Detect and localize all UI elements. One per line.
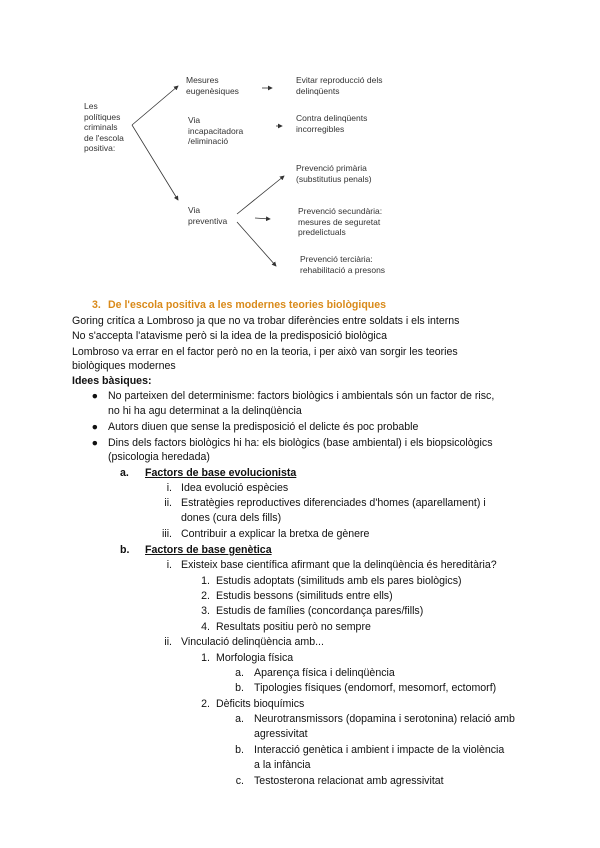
bullet-icon: ●: [91, 421, 98, 433]
morphology-heading: Morfologia física: [216, 652, 294, 664]
list-marker: b.: [235, 682, 244, 694]
biochemical-heading: Dèficits bioquímics: [216, 698, 305, 710]
list-marker: i.: [166, 559, 172, 571]
bullet-biological-l2: (psicologia heredada): [108, 451, 210, 463]
bullet-biological-l1: Dins dels factors biològics hi ha: els biològics (base ambiental) i els biopsicològics: [108, 437, 493, 449]
list-marker: 2.: [201, 698, 210, 710]
diagram-primary-prevention: Prevenció primària (substitutius penals): [296, 163, 372, 184]
diagram-incap-result: Contra delinqüents incorregibles: [296, 113, 368, 134]
diagram-incap-label: Via incapacitadora /eliminació: [188, 115, 244, 146]
list-marker-b: b.: [120, 544, 130, 556]
ideas-heading: Idees bàsiques:: [72, 375, 152, 387]
paragraph-lombroso-cont: biològiques modernes: [72, 360, 176, 372]
list-marker: iii.: [161, 528, 172, 540]
genetic-question: Existeix base científica afirmant que la delinqüència és hereditària?: [181, 559, 497, 571]
biochemical-item-b-l1: Interacció genètica i ambient i impacte de la violència: [254, 744, 505, 756]
study-twins: Estudis bessons (similituds entre ells): [216, 590, 393, 602]
evolution-item-3: Contribuir a explicar la bretxa de gènere: [181, 528, 370, 540]
study-families: Estudis de famílies (concordança pares/fills): [216, 605, 424, 617]
biochemical-item-b-l2: a la infància: [254, 759, 311, 771]
diagram-secondary-prevention: Prevenció secundària: mesures de seguretat predelictuals: [298, 206, 383, 237]
biochemical-item-a-l1: Neurotransmissors (dopamina i serotonina) relació amb: [254, 713, 515, 725]
list-marker: c.: [235, 775, 244, 787]
evolutionary-factors-title: Factors de base evolucionista: [145, 467, 297, 479]
bullet-predisposition: Autors diuen que sense la predisposició el delicte és poc probable: [108, 421, 419, 433]
list-marker: a.: [235, 667, 244, 679]
bullet-determinism-l2: no hi ha agu determinat a la delinqüència: [108, 405, 302, 417]
study-results: Resultats positiu però no sempre: [216, 621, 371, 633]
biochemical-item-a-l2: agressivitat: [254, 728, 308, 740]
bullet-determinism-l1: No parteixen del determinisme: factors biològics i ambientals són un factor de risc,: [108, 390, 495, 402]
paragraph-lombroso: Lombroso va errar en el factor però no en la teoria, i per això van sorgir les teories: [72, 346, 458, 358]
list-marker: 1.: [201, 575, 210, 587]
morphology-item-b: Tipologies físiques (endomorf, mesomorf, ectomorf): [254, 682, 497, 694]
section-number: 3.: [92, 299, 101, 311]
genetic-factors-title: Factors de base genètica: [145, 544, 272, 556]
diagram-eugenic-result: Evitar reproducció dels delinqüents: [296, 75, 383, 96]
list-marker: 1.: [201, 652, 210, 664]
evolution-item-2-l1: Estratègies reproductives diferenciades d'homes (aparellament) i: [181, 497, 486, 509]
list-marker: 4.: [201, 621, 210, 633]
evolution-item-2-l2: dones (cura dels fills): [181, 512, 282, 524]
bullet-icon: ●: [91, 390, 98, 402]
list-marker: 2.: [201, 590, 210, 602]
list-marker-a: a.: [120, 467, 129, 479]
list-marker: ii.: [164, 497, 172, 509]
list-marker: i.: [166, 482, 172, 494]
bullet-icon: ●: [91, 437, 98, 449]
morphology-item-a: Aparença física i delinqüència: [254, 667, 395, 679]
diagram-tertiary-prevention: Prevenció terciària: rehabilitació a presons: [300, 254, 386, 275]
diagram-eugenic-label: Mesures eugenèsiques: [186, 75, 239, 96]
paragraph-goring: Goring critíca a Lombroso ja que no va trobar diferències entre soldats i els interns: [72, 315, 460, 327]
diagram-root-label: Les polítiques criminals de l'escola positiva:: [84, 101, 124, 153]
list-marker: ii.: [164, 636, 172, 648]
linkage-heading: Vinculació delinqüència amb...: [181, 636, 324, 648]
section-title: De l'escola positiva a les modernes teories biològiques: [108, 299, 387, 311]
list-marker: a.: [235, 713, 244, 725]
diagram-preventive-label: Via preventiva: [188, 205, 228, 226]
list-marker: b.: [235, 744, 244, 756]
evolution-item-1: Idea evolució espècies: [181, 482, 289, 494]
study-adopted: Estudis adoptats (similituds amb els pares biològics): [216, 575, 462, 587]
list-marker: 3.: [201, 605, 210, 617]
biochemical-item-c: Testosterona relacionat amb agressivitat: [254, 775, 444, 787]
paragraph-atavism: No s'accepta l'atavisme però si la idea de la predisposició biològica: [72, 330, 387, 342]
